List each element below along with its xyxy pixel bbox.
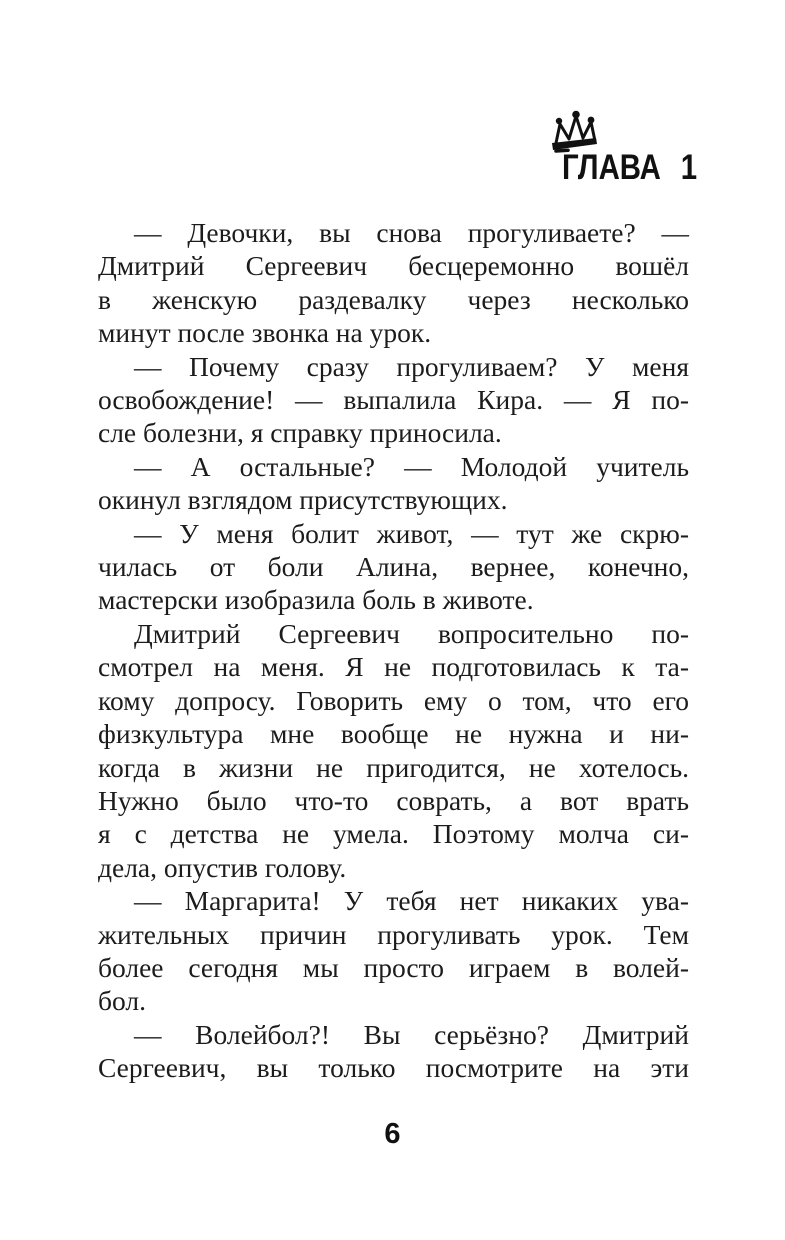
text-line: мастерски изобразила боль в животе. [98, 584, 534, 616]
text-line: физкультура мне вообще не нужна и ни- [98, 718, 689, 750]
text-line: минут после звонка на урок. [98, 317, 432, 349]
text-line: освобождение! — выпалила Кира. — Я по- [98, 384, 689, 416]
text-line: дела, опустив голову. [98, 851, 347, 883]
text-line: когда в жизни не пригодится, не хотелось. [98, 751, 689, 783]
text-line: — Девочки, вы снова прогуливаете? — [134, 217, 689, 248]
text-line: смотрел на меня. Я не подготовилась к та- [98, 651, 689, 683]
text-line: — А остальные? — Молодой учитель [134, 450, 689, 482]
text-line: я с детства не умела. Поэтому молча си- [98, 818, 689, 850]
text-line: чилась от боли Алина, вернее, конечно, [98, 551, 689, 583]
text-line: Дмитрий Сергеевич бесцеремонно вошёл [98, 250, 689, 282]
text-line: окинул взглядом присутствующих. [98, 484, 508, 516]
text-line: Сергеевич, вы только посмотрите на эти [98, 1052, 689, 1084]
text-line: — Волейбол?! Вы серьёзно? Дмитрий [134, 1018, 689, 1050]
text-line: в женскую раздевалку через несколько [98, 283, 689, 315]
page-number: 6 [384, 1118, 401, 1150]
text-line: более сегодня мы просто играем в волей- [98, 951, 689, 983]
text-line: кому допросу. Говорить ему о том, что его [98, 684, 689, 716]
text-line: — У меня болит живот, — тут же скрю- [134, 517, 689, 549]
chapter-title: ГЛАВА 1 [562, 148, 698, 187]
text-line: Нужно было что-то соврать, а вот врать [98, 784, 689, 816]
text-line: — Почему сразу прогуливаем? У меня [134, 350, 689, 382]
text-line: жительных причин прогуливать урок. Тем [98, 918, 689, 950]
text-line: бол. [98, 985, 146, 1017]
text-line: — Маргарита! У тебя нет никаких ува- [134, 885, 689, 917]
text-block [98, 216, 689, 1085]
text-line: Дмитрий Сергеевич вопросительно по- [134, 617, 689, 649]
chapter-header [488, 106, 698, 196]
text-line: сле болезни, я справку приносила. [98, 417, 502, 449]
